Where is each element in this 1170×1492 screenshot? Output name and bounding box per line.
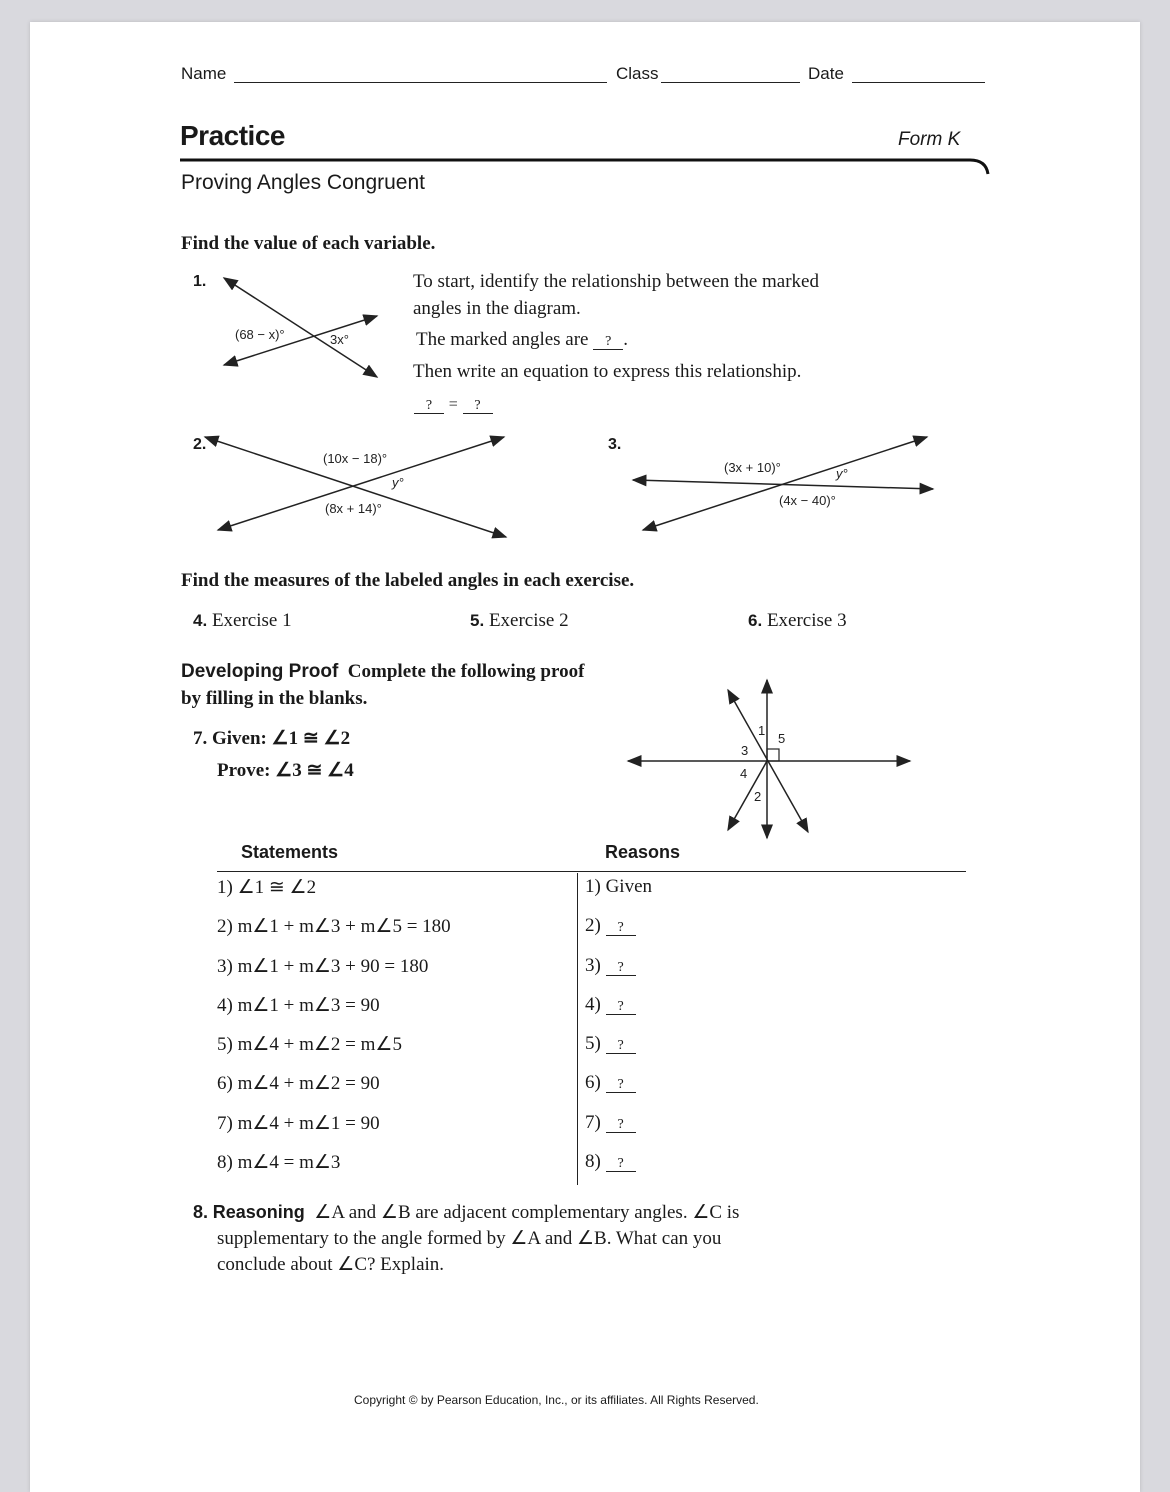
text: ∠A and ∠B are adjacent complementary angles. ∠C is [314,1202,740,1223]
angle-label: (8x + 14)° [325,501,382,516]
proof-reason [585,994,636,1016]
heading-label: Developing Proof [181,661,339,682]
prove-statement: Prove: ∠3 ≅ ∠4 [217,760,354,781]
reason-blank[interactable]: ? [606,961,636,976]
exercise-number: 2. [193,436,207,453]
class-label: Class [616,64,659,83]
angle-label: 2 [754,789,762,804]
section-heading: Find the value of each variable. [181,233,436,254]
reason-text: Given [605,876,653,897]
exercise-number: 3. [608,436,622,453]
reason-number: 4) [585,994,601,1015]
right-angle-mark [767,749,779,761]
form-label: Form K [898,129,961,150]
proof-reason [585,955,636,977]
reason-number: 7) [585,1112,601,1133]
instruction-text: angles in the diagram. [413,298,581,319]
diagram-exercise-1 [215,270,390,385]
reason-number: 3) [585,955,601,976]
diagram-exercise-7 [620,675,920,845]
reason-blank[interactable]: ? [606,921,636,936]
angle-label: (4x − 40)° [779,493,836,508]
proof-reason [585,915,636,937]
number: 6. [748,611,763,630]
text: Exercise 2 [488,610,569,631]
equals: = [448,396,458,413]
number: 5. [470,611,485,630]
answer-blank[interactable]: ? [463,399,493,414]
name-label: Name [181,64,227,83]
proof-statement: 1) ∠1 ≅ ∠2 [217,877,317,898]
section-heading: Find the measures of the labeled angles in each exercise. [181,570,635,591]
column-header-reasons: Reasons [605,842,681,862]
proof-statement: 2) m∠1 + m∠3 + m∠5 = 180 [217,916,451,937]
answer-blank[interactable]: ? [414,399,444,414]
equation [414,393,493,415]
text: Exercise 1 [211,610,292,631]
date-field[interactable] [852,82,985,83]
reason-blank[interactable]: ? [606,1118,636,1133]
text: supplementary to the angle formed by ∠A and ∠B. What can you [217,1228,722,1249]
label: Reasoning [212,1202,305,1222]
proof-reason [585,1151,636,1173]
angle-label: y° [392,475,404,490]
angle-label: 4 [740,766,748,781]
instruction-text: Then write an equation to express this relationship. [413,361,802,382]
text: conclude about ∠C? Explain. [217,1254,445,1275]
page-title: Practice [180,120,285,151]
number: 8. [193,1202,209,1222]
line [643,437,927,530]
name-field[interactable] [234,82,607,83]
class-field[interactable] [661,82,800,83]
copyright-footer: Copyright © by Pearson Education, Inc., or its affiliates. All Rights Reserved. [354,1393,759,1407]
table-header-rule [217,871,966,872]
reason-number: 8) [585,1151,601,1172]
reason-blank[interactable]: ? [606,1157,636,1172]
exercise-item [470,610,569,632]
text: The marked angles are [416,329,589,350]
proof-reason [585,876,652,898]
exercise-number: 1. [193,273,207,290]
column-header-statements: Statements [241,842,339,862]
angle-label: 1 [758,723,766,738]
angle-label: (3x + 10)° [724,460,781,475]
reason-number: 2) [585,915,601,936]
proof-statement: 3) m∠1 + m∠3 + 90 = 180 [217,956,429,977]
reason-number: 6) [585,1072,601,1093]
exercise-8 [193,1201,739,1224]
instruction-text: To start, identify the relationship between the marked [413,271,819,292]
table-column-divider [577,873,578,1185]
date-label: Date [808,64,844,83]
exercise-item [748,610,847,632]
diagram-exercise-2 [200,430,515,545]
exercise-item [193,610,292,632]
angle-label: y° [836,466,848,481]
number: 4. [193,611,208,630]
reason-blank[interactable]: ? [606,1000,636,1015]
heading-text: Complete the following proof [347,661,585,682]
given-statement: 7. Given: ∠1 ≅ ∠2 [193,728,351,749]
angle-label: 3 [741,743,749,758]
proof-statement: 4) m∠1 + m∠3 = 90 [217,995,380,1016]
reason-number: 5) [585,1033,601,1054]
proof-statement: 6) m∠4 + m∠2 = 90 [217,1073,380,1094]
angle-label: 3x° [330,332,349,347]
instruction-text: The marked angles are ? . [416,329,628,350]
proof-reason [585,1072,636,1094]
proof-statement: 8) m∠4 = m∠3 [217,1152,341,1173]
proof-heading [181,661,584,683]
proof-statement: 7) m∠4 + m∠1 = 90 [217,1113,380,1134]
reason-blank[interactable]: ? [606,1078,636,1093]
answer-blank[interactable]: ? [593,335,623,350]
diagram-exercise-3 [625,430,940,540]
page-subtitle: Proving Angles Congruent [181,171,425,194]
reason-blank[interactable]: ? [606,1039,636,1054]
proof-reason [585,1033,636,1055]
proof-reason [585,1112,636,1134]
reason-number: 1) [585,876,601,897]
heading-text: by filling in the blanks. [181,688,368,709]
angle-label: (10x − 18)° [323,451,388,466]
angle-label: 5 [778,731,786,746]
proof-statement: 5) m∠4 + m∠2 = m∠5 [217,1034,402,1055]
angle-label: (68 − x)° [235,327,285,342]
text: Exercise 3 [766,610,847,631]
